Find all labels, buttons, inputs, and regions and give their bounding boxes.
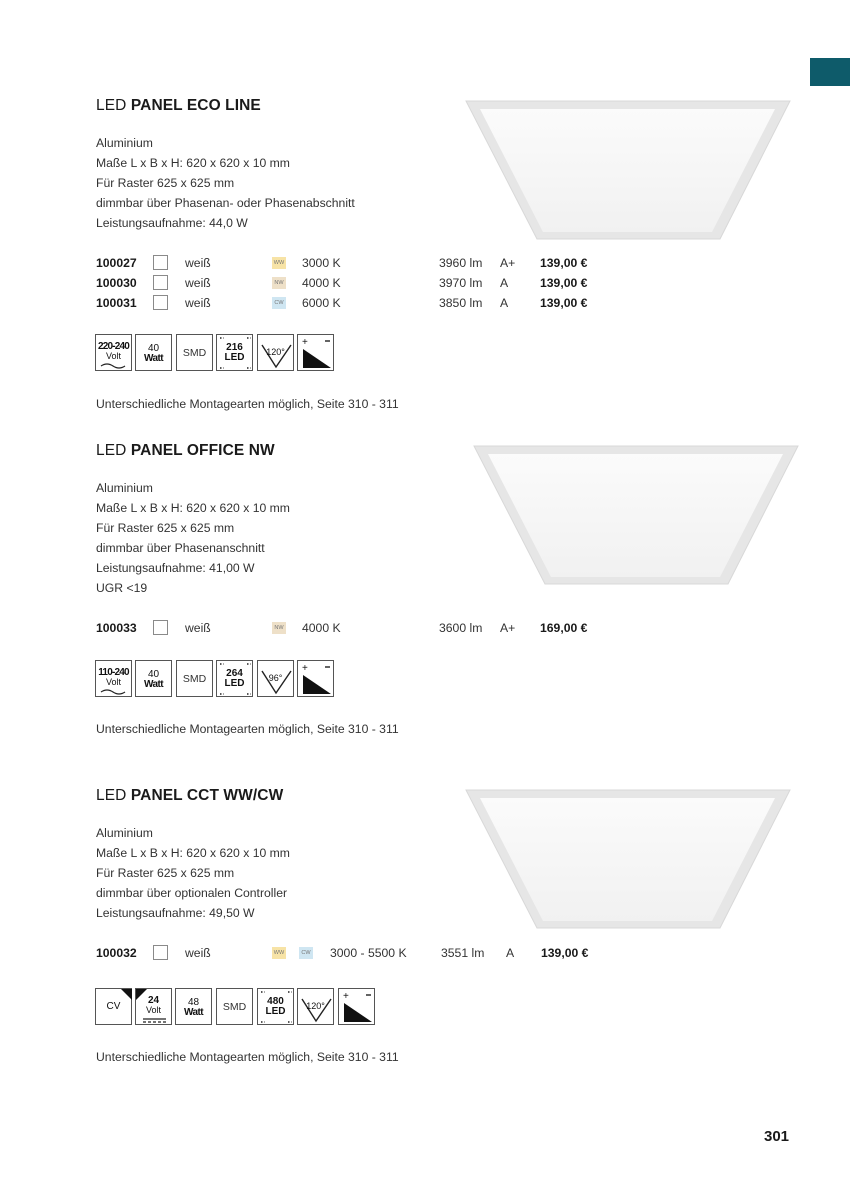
order-checkbox[interactable] xyxy=(153,275,168,290)
spec-list: Aluminium Maße L x B x H: 620 x 620 x 10 mm Für Raster 625 x 625 mm dimmbar über Phasenanschnitt Leistungsaufnahme: 41,00 W UGR <19 xyxy=(96,481,290,595)
dimmable-icon xyxy=(297,660,334,697)
order-checkbox[interactable] xyxy=(153,255,168,270)
smd-icon: SMD xyxy=(216,988,253,1025)
led-count-icon: 480 LED xyxy=(257,988,294,1025)
voltage-icon: 220-240 Volt xyxy=(95,334,132,371)
variant-row: 100030 weiß NW 4000 K 3970 lm A 139,00 € xyxy=(96,276,588,290)
color-temp-badge: CW xyxy=(299,947,313,959)
section-title-cct: LED PANEL CCT WW/CW xyxy=(96,787,284,804)
led-count-icon: 264 LED xyxy=(216,660,253,697)
mounting-note: Unterschiedliche Montagearten möglich, Seite 310 - 311 xyxy=(96,1050,399,1064)
beam-angle-icon: 120° xyxy=(257,334,294,371)
color-temp-badge: CW xyxy=(272,297,286,309)
led-count-icon: 216 LED xyxy=(216,334,253,371)
voltage-icon: 24 Volt xyxy=(135,988,172,1025)
wattage-icon: 48 Watt xyxy=(175,988,212,1025)
dimmable-icon xyxy=(297,334,334,371)
section-title-eco-line: LED PANEL ECO LINE xyxy=(96,97,261,114)
dimmable-icon xyxy=(338,988,375,1025)
color-temp-badge: NW xyxy=(272,277,286,289)
smd-icon: SMD xyxy=(176,334,213,371)
chapter-tab xyxy=(810,58,850,86)
wattage-icon: 40 Watt xyxy=(135,334,172,371)
wattage-icon: 40 Watt xyxy=(135,660,172,697)
order-checkbox[interactable] xyxy=(153,945,168,960)
variant-row: 100032 weiß WW CW 3000 - 5500 K 3551 lm A 139,00 € xyxy=(96,946,589,960)
section-title-office-nw: LED PANEL OFFICE NW xyxy=(96,442,275,459)
color-temp-badge: WW xyxy=(272,947,286,959)
led-panel-image xyxy=(462,787,794,931)
beam-angle-icon: 120° xyxy=(297,988,334,1025)
svg-text:+: + xyxy=(302,337,308,348)
page-number: 301 xyxy=(764,1128,790,1145)
mounting-note: Unterschiedliche Montagearten möglich, Seite 310 - 311 xyxy=(96,397,399,411)
voltage-icon: 110-240 Volt xyxy=(95,660,132,697)
variant-row: 100031 weiß CW 6000 K 3850 lm A 139,00 € xyxy=(96,296,588,310)
variant-row: 100033 weiß NW 4000 K 3600 lm A+ 169,00 € xyxy=(96,621,588,635)
beam-angle-icon: 96° xyxy=(257,660,294,697)
color-temp-badge: NW xyxy=(272,622,286,634)
svg-text:+: + xyxy=(302,663,308,674)
led-panel-image xyxy=(470,443,802,587)
color-temp-badge: WW xyxy=(272,257,286,269)
order-checkbox[interactable] xyxy=(153,620,168,635)
constant-voltage-icon: CV xyxy=(95,988,132,1025)
spec-list: Aluminium Maße L x B x H: 620 x 620 x 10 mm Für Raster 625 x 625 mm dimmbar über optionalen Controller Leistungsaufnahme: 49,50 W xyxy=(96,826,290,920)
smd-icon: SMD xyxy=(176,660,213,697)
led-panel-image xyxy=(462,98,794,242)
spec-list: Aluminium Maße L x B x H: 620 x 620 x 10 mm Für Raster 625 x 625 mm dimmbar über Phasenan- oder Phasenabschnitt Leistungsaufnahme: 44,0 W xyxy=(96,136,355,230)
svg-text:+: + xyxy=(343,991,349,1002)
mounting-note: Unterschiedliche Montagearten möglich, Seite 310 - 311 xyxy=(96,722,399,736)
variant-row: 100027 weiß WW 3000 K 3960 lm A+ 139,00 € xyxy=(96,256,588,270)
order-checkbox[interactable] xyxy=(153,295,168,310)
